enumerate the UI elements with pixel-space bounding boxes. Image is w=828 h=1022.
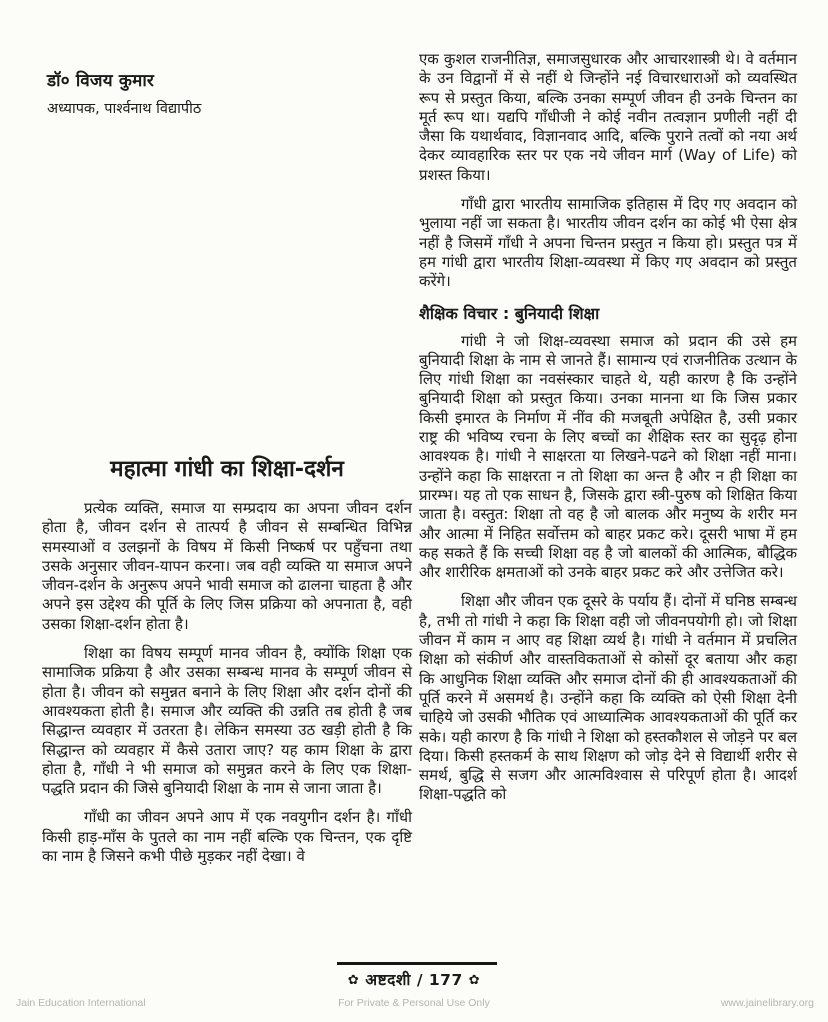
paragraph: शिक्षा और जीवन एक दूसरे के पर्याय हैं। दोनों में घनिष्ठ सम्बन्ध है, तभी तो गांधी ने कहा कि शिक्षा वही जो जीवनपयोगी हो। जो शिक्षा जीवन में काम न आए वह शिक्षा व्यर्थ है। गांधी ने वर्तमान में प्रचलित शिक्षा को संकीर्ण और वास्तविकताओं से कोसों दूर बताया और कहा कि आधुनिक शिक्षा व्यक्ति और समाज दोनों की ही आवश्यकताओं की पूर्ति करने में असमर्थ है। उन्होंने कहा कि व्यक्ति को ऐसी शिक्षा देनी चाहिये जो उसकी भौतिक एवं आध्यात्मिक आवश्यकताओं की पूर्ति कर सके। यही कारण है कि गांधी ने शिक्षा को हस्तकौशल से जोड़ने पर बल दिया। किसी हस्तकर्म के साथ शिक्षण को जोड़ देने से विद्यार्थी शरीर से समर्थ, बुद्धि से सजग और आत्मविश्वास से परिपूर्ण होता है। आदर्श शिक्षा-पद्धति को (419, 592, 797, 804)
flower-ornament-icon: ✿ (468, 973, 481, 988)
paragraph: शिक्षा का विषय सम्पूर्ण मानव जीवन है, क्योंकि शिक्षा एक सामाजिक प्रक्रिया है और उसका सम्बन्ध मानव के सम्पूर्ण जीवन से होता है। जीवन को समुन्नत बनाने के लिए शिक्षा और दर्शन दोनों की आवश्यकता होती है। समाज और व्यक्ति की उन्नति तब होती है जब सिद्धान्त व्यवहार में उतरता है। लेकिन समस्या उठ खड़ी होती है कि सिद्धान्त को व्यवहार में कैसे उतारा जाए? यह काम शिक्षा के द्वारा होता है, गाँधी ने भी समाज को समुन्नत करने के लिए एक शिक्षा-पद्धति प्रदान की जिसे बुनियादी शिक्षा के नाम से जाना जाता है। (42, 644, 412, 798)
credits-bar (0, 997, 828, 1013)
left-column (42, 452, 412, 876)
credit-publisher: Jain Education International (16, 997, 146, 1009)
author-block (47, 68, 377, 118)
page-number-label (0, 968, 828, 990)
page-number: अष्टदशी / 177 (365, 971, 463, 989)
article-title: महात्मा गांधी का शिक्षा-दर्शन (110, 456, 344, 482)
author-affiliation: अध्यापक, पार्श्वनाथ विद्यापीठ (47, 101, 202, 117)
paragraph: प्रत्येक व्यक्ति, समाज या सम्प्रदाय का अपना जीवन दर्शन होता है, जीवन दर्शन से तात्पर्य है जीवन से सम्बन्धित विभिन्न समस्याओं व उलझनों के विषय में किसी निष्कर्ष पर पहुँचना तथा उसके अनुसार जीवन-यापन करना। जब वही व्यक्ति या समाज अपने जीवन-दर्शन के अनुरूप अपने भावी समाज को ढालना चाहता है और अपने इस उद्देश्य की पूर्ति के लिए जिस प्रक्रिया को अपनाता है, वही उसका शिक्षा-दर्शन होता है। (42, 499, 412, 633)
paragraph: गाँधी का जीवन अपने आप में एक नवयुगीन दर्शन है। गाँधी किसी हाड़-माँस के पुतले का नाम नहीं बल्कि एक चिन्तन, एक दृष्टि का नाम है जिसने कभी पीछे मुड़कर नहीं देखा। वे (42, 808, 412, 866)
credit-website: www.jainelibrary.org (720, 997, 814, 1009)
author-name: डॉ० विजय कुमार (47, 71, 155, 91)
section-heading: शैक्षिक विचार : बुनियादी शिक्षा (419, 303, 600, 323)
paragraph: गाँधी द्वारा भारतीय सामाजिक इतिहास में दिए गए अवदान को भुलाया नहीं जा सकता है। भारतीय जीवन दर्शन का कोई भी ऐसा क्षेत्र नहीं है जिसमें गाँधी ने अपना चिन्तन प्रस्तुत न किया हो। प्रस्तुत पत्र में हम गांधी द्वारा भारतीय शिक्षा-व्यवस्था में किए गए अवदान को प्रस्तुत करेंगे। (419, 195, 797, 291)
paragraph: गांधी ने जो शिक्ष-व्यवस्था समाज को प्रदान की उसे हम बुनियादी शिक्षा के नाम से जानते हैं। सामान्य एवं राजनीतिक उत्थान के लिए गांधी शिक्षा का नवसंस्कार चाहते थे, यही कारण है कि उन्होंने बुनियादी शिक्षा को प्रस्तुत किया। उनका मानना था कि जिस प्रकार किसी इमारत के निर्माण में नींव की मजबूती अपेक्षित है, उसी प्रकार राष्ट्र की भविष्य रचना के लिए बच्चों का शैक्षिक स्तर का सुदृढ़ होना आवश्यक है। गांधी ने साक्षरता या लिखने-पढने को शिक्षा नहीं माना। उन्होंने कहा कि साक्षरता न तो शिक्षा का अन्त है और न ही शिक्षा का प्रारम्भ। यह तो एक साधन है, जिसके द्वारा स्त्री-पुरुष को शिक्षित किया जाता है। वस्तुत: शिक्षा तो वह है जो बालक और मनुष्य के शरीर मन और आत्मा में निहित सर्वोत्तम को बाहर प्रकट करे। दूसरी भाषा में हम कह सकते हैं कि सच्ची शिक्षा वह है जो बालकों की आत्मिक, बौद्धिक और शारीरिक क्षमताओं को उनके बाहर प्रकट करे और उत्तेजित करे। (419, 331, 797, 582)
credit-usage-notice: For Private & Personal Use Only (338, 997, 490, 1009)
footer-divider (337, 962, 497, 965)
right-column (419, 50, 797, 815)
flower-ornament-icon: ✿ (347, 973, 360, 988)
paragraph: एक कुशल राजनीतिज्ञ, समाजसुधारक और आचारशास्त्री थे। वे वर्तमान के उन विद्वानों में से नहीं थे जिन्होंने नई विचारधाराओं को व्यवस्थित रूप से प्रस्तुत किया, बल्कि उनका सम्पूर्ण जीवन ही उनके चिन्तन का मूर्त रूप था। यद्यपि गाँधीजी ने कोई नवीन तत्वज्ञान प्रणीली नहीं दी जैसा कि यथार्थवाद, विज्ञानवाद आदि, बल्कि पुराने तत्वों को नया अर्थ देकर व्यावहारिक स्तर पर एक नये जीवन मार्ग (Way of Life) को प्रशस्त किया। (419, 50, 797, 184)
